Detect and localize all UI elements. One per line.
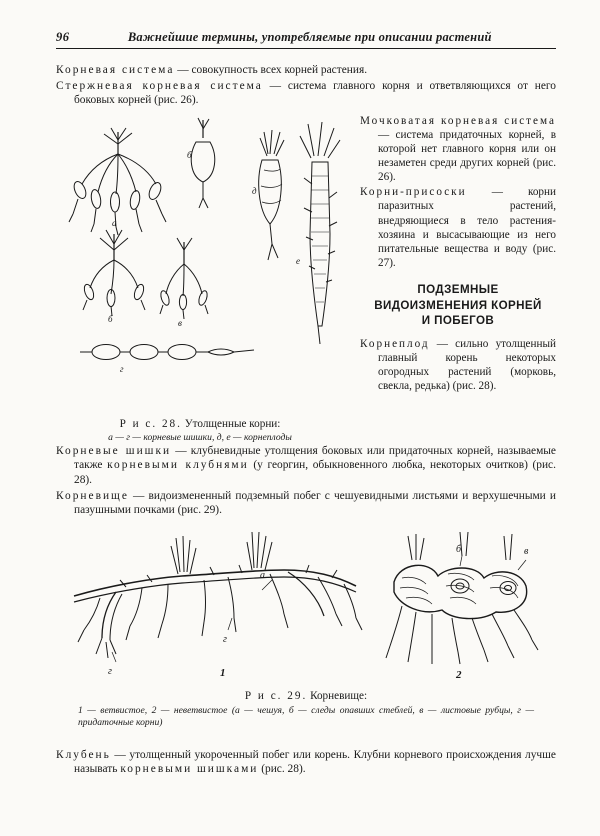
section-heading-line-2: ВИДОИЗМЕНЕНИЯ КОРНЕЙ (374, 298, 542, 312)
fig28-label-v: в (178, 317, 182, 328)
right-column (360, 114, 556, 395)
fig28-label-b2: б (108, 313, 113, 324)
definition-kornevishche (56, 489, 556, 518)
fig28-label-d: д (252, 185, 257, 196)
definition-mochkovataya (360, 114, 556, 185)
term-label-3: Мочковатая корневая система (360, 114, 556, 127)
fig29-label-b: б (456, 543, 462, 555)
term-6-tail: (у георгин, обыкновенного любка, некоторых очитков) (рис. 28). (74, 459, 556, 486)
figure-28-caption (56, 418, 344, 430)
two-column-block (56, 114, 556, 444)
definition-korneplod (360, 337, 556, 393)
figure-29-sub-part-2: а — чешуя, б — следы опавших стеблей, в — листовые рубцы, г — придаточные корни) (78, 704, 534, 729)
fig28-label-b: б (187, 149, 192, 160)
carrot-root-e (296, 122, 340, 344)
section-heading-line-3: И ПОБЕГОВ (421, 314, 495, 328)
definition-sterzhnevaya (56, 79, 556, 108)
fig29-label-a: а (260, 569, 265, 581)
term-text-1: — совокупность всех корней растения. (174, 64, 368, 76)
term-label-4: Корни-присоски (360, 186, 467, 199)
term-label-8: Клубень (56, 748, 111, 761)
tail-block (56, 748, 556, 777)
root-illustrations-svg (56, 114, 344, 414)
running-head (56, 30, 556, 49)
term-label-7: Корневище (56, 489, 129, 502)
term-label-6: Корневые шишки (56, 444, 172, 457)
term-text-3: — система придаточных корней, в которой нет главного корня или он незаметен среди других корней (рис. 26). (378, 128, 556, 184)
fig28-label-g: г (120, 363, 124, 374)
fig28-label-e: е (296, 255, 300, 266)
term-8-tail: (рис. 28). (258, 763, 306, 776)
root-tuber-lower-b (83, 230, 146, 324)
definition-kluben (56, 748, 556, 777)
figure-29-sub-part-1: 1 — ветвистое, 2 — неветвистое ( (78, 704, 236, 716)
root-beaded-g (80, 344, 254, 374)
term-text-4: — корни паразитных растений, внедряющиеся в тело растения-хозяина и высасывающие из него питательные вещества и воду (рис. 27). (378, 186, 556, 269)
fig29-label-2: 2 (456, 668, 462, 681)
term-6-bold: корневыми клубнями (107, 459, 249, 472)
root-tuber-b (187, 118, 215, 208)
definition-korneveya-sistema (56, 63, 556, 78)
term-text-2: — система главного корня и ответвляющихся от него боковых корней (рис. 26). (74, 79, 556, 107)
term-text-8: — утолщенный укороченный побег или корень. Клубни корневого происхождения лучше называть (74, 748, 556, 776)
term-text-7: — видоизмененный подземный побег с чешуевидными листьями и верхушечными и пазушными почками (рис. 29). (74, 489, 556, 517)
figure-28-image (56, 114, 344, 414)
fig29-label-1: 1 (220, 666, 226, 679)
rhizome-illustrations-svg (56, 526, 546, 686)
figure-29-caption-text: Корневище: (307, 689, 368, 702)
term-8-bold: корневыми шишками (120, 763, 259, 776)
rhizome-branched (74, 532, 362, 679)
fig29-label-v: в (524, 545, 529, 557)
figure-29-sub (78, 705, 534, 730)
figure-28-caption-label: Р и с. 28. (119, 417, 182, 430)
figure-28-caption-text: Утолщенные корни: (181, 417, 281, 430)
root-tuber-cluster-a (69, 128, 166, 235)
figure-29 (56, 526, 556, 730)
section-heading (360, 282, 556, 329)
figure-28-sub (56, 432, 344, 444)
term-label-5: Корнеплод (360, 337, 430, 350)
header-title: Важнейшие термины, употребляемые при описании растений (127, 30, 492, 44)
rhizome-unbranched (386, 532, 538, 681)
definition-kornevye-shishki (56, 444, 556, 488)
figure-28 (56, 114, 344, 444)
figure-29-caption-label: Р и с. 29. (244, 689, 308, 702)
fig29-label-g2: г (108, 665, 112, 677)
term-text-6: — клубневидные утолщения боковых или придаточных корней, называемые также (74, 444, 556, 472)
section-heading-line-1: ПОДЗЕМНЫЕ (417, 282, 499, 296)
fig29-label-g1: г (223, 633, 227, 645)
fig28-label-a: а (112, 217, 117, 228)
term-label-2: Стержневая корневая система (56, 79, 263, 92)
definition-korni-prisoski (360, 185, 556, 270)
figure-28-sub-text: а — г — корневые шишки, д, е — корнеплоды (108, 431, 292, 443)
root-tuber-v (159, 238, 208, 328)
term-text-5: — сильно утолщенный главный корень некоторых огородных растений (морковь, свекла, редька) (рис. 28). (378, 337, 556, 393)
figure-29-caption (56, 690, 556, 702)
beet-root-d (252, 130, 284, 260)
page-number: 96 (56, 30, 70, 44)
term-label-1: Корневая система (56, 64, 175, 76)
